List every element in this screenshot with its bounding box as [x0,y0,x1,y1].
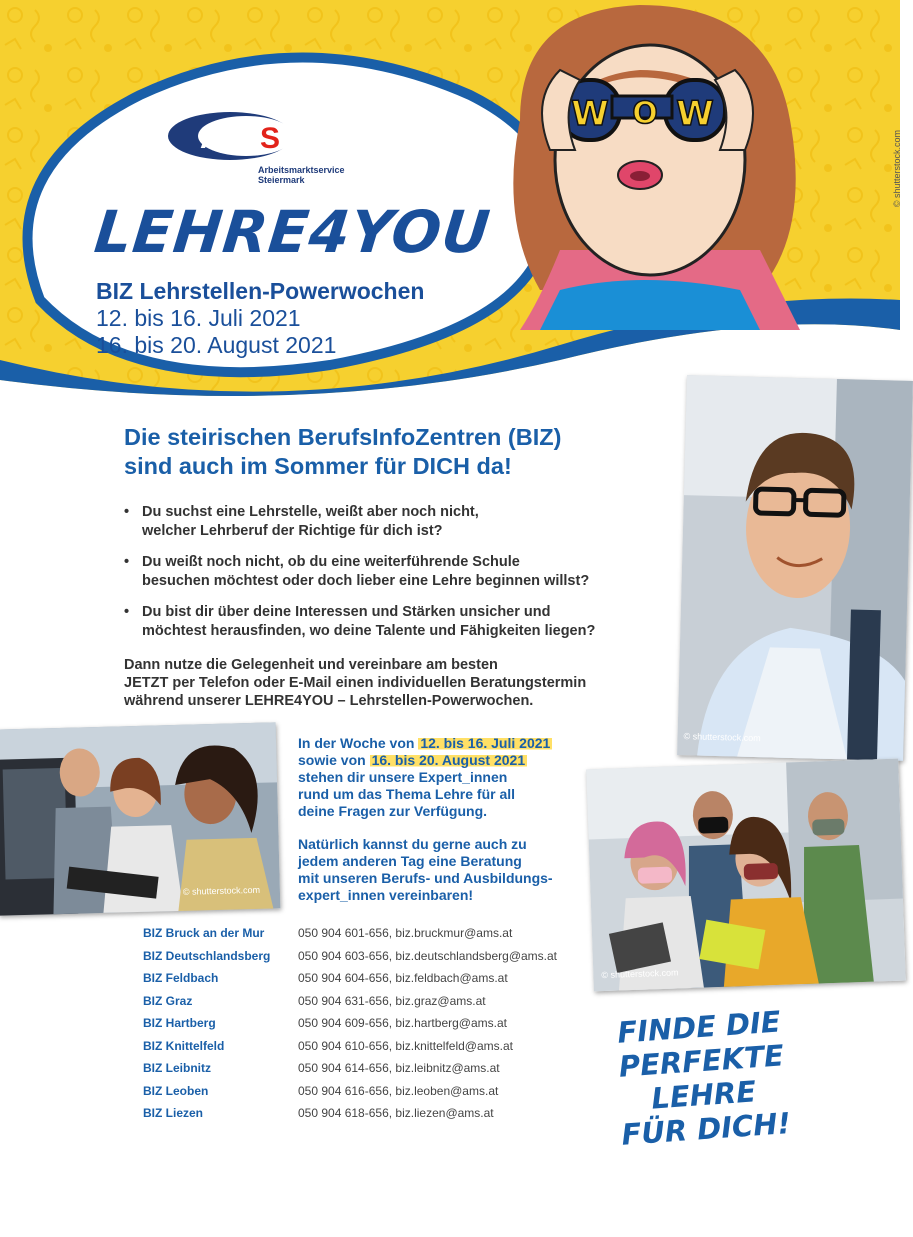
list-item [124,553,684,591]
photo-students-computer [0,722,280,915]
contact-name: BIZ Leoben [143,1083,209,1098]
contact-row [143,1039,603,1061]
cta-line: JETZT per Telefon oder E-Mail einen individuellen Beratungstermin [124,675,587,691]
photo-students-masks [586,759,906,992]
photo-young-man-image [677,375,913,761]
contact-row [143,949,603,971]
svg-text:W: W [676,94,714,134]
header-credit: © shutterstock.com [892,130,902,208]
photo-credit: © shutterstock.com [601,967,679,981]
slogan [561,1001,845,1156]
page-title: LEHRE4YOU [91,198,494,266]
contact-name: BIZ Knittelfeld [143,1038,225,1053]
event-date-2: 16. bis 20. August 2021 [96,332,337,358]
other-days-line: mit unseren Berufs- und Ausbildungs- [298,870,553,886]
contact-name: BIZ Hartberg [143,1016,216,1030]
contact-row [143,926,603,948]
contact-info[interactable]: 050 904 603-656, biz.deutschlandsberg@ams.at [298,948,558,963]
week-info-line: stehen dir unsere Expert_innen [298,769,508,785]
bullet-line: • Du weißt noch nicht, ob du eine weiterführende Schule [142,554,520,570]
week-info-line: deine Fragen zur Verfügung. [298,803,488,819]
photo-credit: © shutterstock.com [182,884,261,897]
contact-row [143,971,603,993]
svg-text:S: S [260,122,281,155]
contact-name: BIZ Liezen [143,1106,204,1120]
contact-info[interactable]: 050 904 609-656, biz.hartberg@ams.at [298,1016,507,1030]
contact-name: BIZ Graz [143,993,193,1008]
other-days-line: Natürlich kannst du gerne auch zu [298,836,527,852]
slogan-line2: PERFEKTE LEHRE [617,1038,785,1116]
ams-org-line2: Steiermark [258,175,305,185]
contact-name: BIZ Deutschlandsberg [143,948,271,963]
slogan-line3: FÜR DICH! [620,1106,792,1152]
bullet-line: • Du suchst eine Lehrstelle, weißt aber noch nicht, [142,504,479,520]
week-info-paragraph [298,735,598,820]
cta-line: Dann nutze die Gelegenheit und vereinbare am besten [124,657,498,673]
photo-young-man [677,375,913,761]
contact-row [143,1061,603,1083]
other-days-line: jedem anderen Tag eine Beratung [298,853,522,869]
cta-line: während unserer LEHRE4YOU – Lehrstellen-Powerwochen. [124,693,534,709]
photo-credit: © shutterstock.com [683,731,761,744]
contact-name: BIZ Bruck an der Mur [143,926,265,940]
event-date-1: 12. bis 16. Juli 2021 [96,305,301,331]
highlight-date-1: 12. bis 16. Juli 2021 [420,735,551,751]
week-info-line [298,735,598,752]
intro-heading-line1: Die steirischen BerufsInfoZentren (BIZ) [124,424,562,450]
list-item [124,503,684,541]
week-info-line: rund um das Thema Lehre für all [298,786,516,802]
event-subtitle-block [96,278,424,359]
bullet-line: • Du bist dir über deine Interessen und Stärken unsicher und [142,604,551,620]
contact-info[interactable]: 050 904 616-656, biz.leoben@ams.at [298,1083,499,1098]
ams-org-line1: Arbeitsmarktservice [258,165,345,175]
contact-info[interactable]: 050 904 604-656, biz.feldbach@ams.at [298,971,508,985]
cta-paragraph [124,656,684,710]
contact-name: BIZ Leibnitz [143,1061,211,1075]
highlight-date-2: 16. bis 20. August 2021 [371,752,526,768]
bullet-line: besuchen möchtest oder doch lieber eine Lehre beginnen willst? [142,573,590,589]
contact-row [143,1016,603,1038]
contact-row [143,994,603,1016]
slogan-line1: FINDE DIE [616,1004,782,1050]
contact-name: BIZ Feldbach [143,971,219,985]
week-info-line [298,752,598,769]
wow-girl-illustration [513,5,800,330]
svg-text:W: W [571,94,609,134]
bullet-line: möchtest herausfinden, wo deine Talente und Fähigkeiten liegen? [142,623,596,639]
contact-info[interactable]: 050 904 618-656, biz.liezen@ams.at [298,1106,494,1120]
contact-info[interactable]: 050 904 601-656, biz.bruckmur@ams.at [298,926,513,940]
contact-info[interactable]: 050 904 631-656, biz.graz@ams.at [298,993,486,1008]
other-days-paragraph [298,836,598,904]
ams-org-name [258,165,345,185]
week-info-text: sowie von [298,752,366,768]
week-info-text: In der Woche von [298,735,415,751]
photo-students-masks-image [586,759,906,992]
contact-row [143,1106,603,1128]
bullet-line: welcher Lehrberuf der Richtige für dich ist? [142,523,443,539]
intro-heading [124,423,684,481]
svg-text:AM: AM [200,122,247,155]
list-item [124,603,684,641]
question-list [124,503,684,653]
contact-row [143,1084,603,1106]
intro-heading-line2: sind auch im Sommer für DICH da! [124,453,512,479]
svg-text:O: O [632,96,658,131]
contact-info[interactable]: 050 904 610-656, biz.knittelfeld@ams.at [298,1038,513,1053]
event-subtitle: BIZ Lehrstellen-Powerwochen [96,278,425,304]
other-days-line: expert_innen vereinbaren! [298,887,474,903]
contact-info[interactable]: 050 904 614-656, biz.leibnitz@ams.at [298,1061,500,1075]
